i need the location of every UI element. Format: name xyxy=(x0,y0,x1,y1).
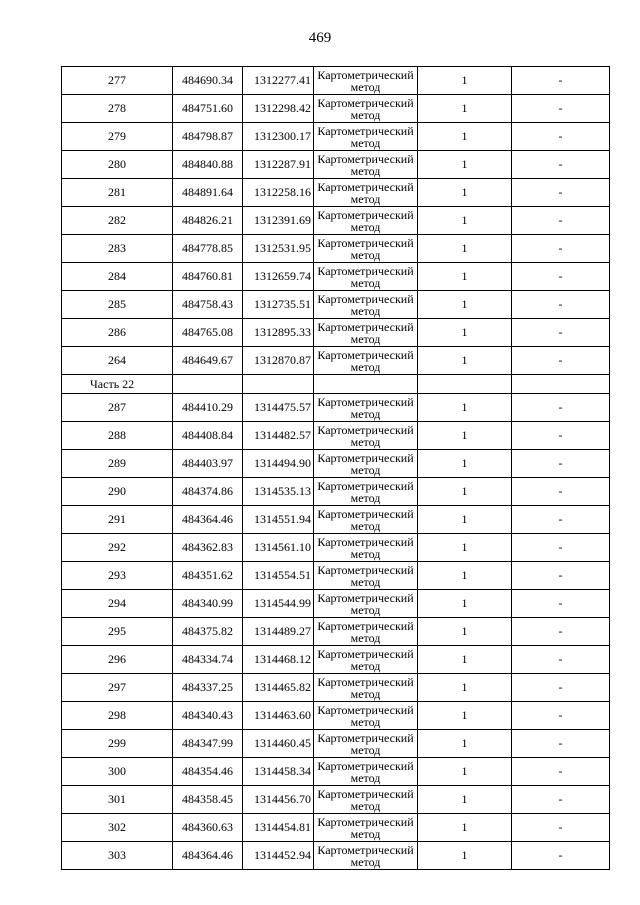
description-cell: - xyxy=(512,478,610,506)
method-cell xyxy=(314,422,418,450)
method-label-line1: Картометрический xyxy=(317,647,414,661)
x-coordinate-cell: 484751.60 xyxy=(173,95,243,123)
x-coordinate-cell: 484840.88 xyxy=(173,151,243,179)
x-coordinate-cell: 484758.43 xyxy=(173,291,243,319)
y-coordinate-cell: 1314458.34 xyxy=(243,758,314,786)
accuracy-cell: 1 xyxy=(418,590,512,618)
accuracy-cell: 1 xyxy=(418,758,512,786)
y-coordinate-cell: 1314456.70 xyxy=(243,786,314,814)
method-label-line2: метод xyxy=(350,220,381,234)
x-coordinate-cell: 484340.43 xyxy=(173,702,243,730)
description-cell: - xyxy=(512,590,610,618)
y-coordinate-cell: 1314535.13 xyxy=(243,478,314,506)
table-row xyxy=(62,758,610,786)
table-row xyxy=(62,478,610,506)
point-number-cell: 283 xyxy=(62,235,173,263)
point-number-cell: 284 xyxy=(62,263,173,291)
point-number-cell: 300 xyxy=(62,758,173,786)
point-number-cell: 281 xyxy=(62,179,173,207)
method-label-line2: метод xyxy=(350,575,381,589)
x-coordinate-cell: 484778.85 xyxy=(173,235,243,263)
method-label-line2: метод xyxy=(350,360,381,374)
y-coordinate-cell: 1312298.42 xyxy=(243,95,314,123)
method-cell xyxy=(314,235,418,263)
y-coordinate-cell: 1314454.81 xyxy=(243,814,314,842)
y-coordinate-cell: 1314554.51 xyxy=(243,562,314,590)
y-coordinate-cell: 1314482.57 xyxy=(243,422,314,450)
description-cell: - xyxy=(512,263,610,291)
description-cell: - xyxy=(512,758,610,786)
method-label-line2: метод xyxy=(350,743,381,757)
y-coordinate-cell: 1314561.10 xyxy=(243,534,314,562)
description-cell: - xyxy=(512,207,610,235)
method-cell xyxy=(314,618,418,646)
method-label-line2: метод xyxy=(350,164,381,178)
method-label-line2: метод xyxy=(350,463,381,477)
y-coordinate-cell: 1314494.90 xyxy=(243,450,314,478)
table-row xyxy=(62,394,610,422)
method-label-line1: Картометрический xyxy=(317,815,414,829)
y-coordinate-cell: 1312531.95 xyxy=(243,235,314,263)
method-cell xyxy=(314,95,418,123)
description-cell: - xyxy=(512,394,610,422)
x-coordinate-cell: 484337.25 xyxy=(173,674,243,702)
description-cell: - xyxy=(512,67,610,95)
method-label-line2: метод xyxy=(350,771,381,785)
x-coordinate-cell: 484690.34 xyxy=(173,67,243,95)
point-number-cell: 282 xyxy=(62,207,173,235)
description-cell: - xyxy=(512,814,610,842)
y-coordinate-cell: 1314468.12 xyxy=(243,646,314,674)
y-coordinate-cell: 1314544.99 xyxy=(243,590,314,618)
method-cell xyxy=(314,67,418,95)
accuracy-cell: 1 xyxy=(418,450,512,478)
method-label-line2: метод xyxy=(350,407,381,421)
method-cell xyxy=(314,730,418,758)
point-number-cell: 292 xyxy=(62,534,173,562)
x-coordinate-cell: 484351.62 xyxy=(173,562,243,590)
point-number-cell: 293 xyxy=(62,562,173,590)
description-cell: - xyxy=(512,562,610,590)
method-label-line1: Картометрический xyxy=(317,96,414,110)
point-number-cell: 297 xyxy=(62,674,173,702)
method-label-line2: метод xyxy=(350,659,381,673)
table-row xyxy=(62,151,610,179)
method-label-line1: Картометрический xyxy=(317,264,414,278)
method-cell xyxy=(314,674,418,702)
table-row xyxy=(62,730,610,758)
x-coordinate-cell: 484408.84 xyxy=(173,422,243,450)
method-label-line1: Картометрический xyxy=(317,591,414,605)
method-label-line1: Картометрический xyxy=(317,563,414,577)
table-row xyxy=(62,618,610,646)
accuracy-cell: 1 xyxy=(418,263,512,291)
page-number: 469 xyxy=(308,30,332,46)
method-cell xyxy=(314,207,418,235)
accuracy-cell: 1 xyxy=(418,646,512,674)
method-label-line1: Картометрический xyxy=(317,152,414,166)
method-cell xyxy=(314,450,418,478)
description-cell: - xyxy=(512,786,610,814)
y-coordinate-cell: 1312870.87 xyxy=(243,347,314,375)
table-row xyxy=(62,179,610,207)
method-label-line1: Картометрический xyxy=(317,68,414,82)
y-coordinate-cell: 1312300.17 xyxy=(243,123,314,151)
x-coordinate-cell: 484364.46 xyxy=(173,506,243,534)
method-label-line2: метод xyxy=(350,827,381,841)
y-coordinate-cell: 1312287.91 xyxy=(243,151,314,179)
method-label-line2: метод xyxy=(350,108,381,122)
point-number-cell: 296 xyxy=(62,646,173,674)
description-cell: - xyxy=(512,235,610,263)
method-label-line2: метод xyxy=(350,192,381,206)
y-coordinate-cell: 1314489.27 xyxy=(243,618,314,646)
method-label-line2: метод xyxy=(350,799,381,813)
point-number-cell: 289 xyxy=(62,450,173,478)
description-cell: - xyxy=(512,842,610,870)
table-row xyxy=(62,674,610,702)
accuracy-cell: 1 xyxy=(418,179,512,207)
x-coordinate-cell: 484362.83 xyxy=(173,534,243,562)
empty-cell xyxy=(173,375,243,394)
method-label-line2: метод xyxy=(350,547,381,561)
x-coordinate-cell: 484354.46 xyxy=(173,758,243,786)
method-label-line2: метод xyxy=(350,80,381,94)
y-coordinate-cell: 1312895.33 xyxy=(243,319,314,347)
x-coordinate-cell: 484375.82 xyxy=(173,618,243,646)
method-label-line2: метод xyxy=(350,332,381,346)
method-label-line2: метод xyxy=(350,687,381,701)
description-cell: - xyxy=(512,291,610,319)
accuracy-cell: 1 xyxy=(418,506,512,534)
accuracy-cell: 1 xyxy=(418,67,512,95)
accuracy-cell: 1 xyxy=(418,123,512,151)
x-coordinate-cell: 484403.97 xyxy=(173,450,243,478)
method-label-line1: Картометрический xyxy=(317,759,414,773)
table-row xyxy=(62,235,610,263)
method-label-line1: Картометрический xyxy=(317,423,414,437)
accuracy-cell: 1 xyxy=(418,291,512,319)
coordinates-table xyxy=(61,66,610,870)
point-number-cell: 277 xyxy=(62,67,173,95)
x-coordinate-cell: 484360.63 xyxy=(173,814,243,842)
empty-cell xyxy=(512,375,610,394)
point-number-cell: 288 xyxy=(62,422,173,450)
table-row xyxy=(62,319,610,347)
x-coordinate-cell: 484334.74 xyxy=(173,646,243,674)
method-cell xyxy=(314,506,418,534)
method-label-line1: Картометрический xyxy=(317,348,414,362)
table-row xyxy=(62,123,610,151)
description-cell: - xyxy=(512,730,610,758)
method-label-line1: Картометрический xyxy=(317,535,414,549)
accuracy-cell: 1 xyxy=(418,730,512,758)
table-row xyxy=(62,814,610,842)
point-number-cell: 278 xyxy=(62,95,173,123)
point-number-cell: 287 xyxy=(62,394,173,422)
method-cell xyxy=(314,291,418,319)
accuracy-cell: 1 xyxy=(418,674,512,702)
x-coordinate-cell: 484410.29 xyxy=(173,394,243,422)
method-label-line2: метод xyxy=(350,855,381,869)
accuracy-cell: 1 xyxy=(418,814,512,842)
table-row xyxy=(62,207,610,235)
method-label-line1: Картометрический xyxy=(317,731,414,745)
accuracy-cell: 1 xyxy=(418,394,512,422)
method-cell xyxy=(314,319,418,347)
accuracy-cell: 1 xyxy=(418,534,512,562)
table-row xyxy=(62,422,610,450)
x-coordinate-cell: 484765.08 xyxy=(173,319,243,347)
description-cell: - xyxy=(512,534,610,562)
table-row xyxy=(62,67,610,95)
method-label-line1: Картометрический xyxy=(317,236,414,250)
accuracy-cell: 1 xyxy=(418,478,512,506)
point-number-cell: 280 xyxy=(62,151,173,179)
table-row xyxy=(62,534,610,562)
method-label-line1: Картометрический xyxy=(317,292,414,306)
method-cell xyxy=(314,151,418,179)
description-cell: - xyxy=(512,179,610,207)
y-coordinate-cell: 1314551.94 xyxy=(243,506,314,534)
method-label-line1: Картометрический xyxy=(317,320,414,334)
point-number-cell: 298 xyxy=(62,702,173,730)
accuracy-cell: 1 xyxy=(418,151,512,179)
table-row xyxy=(62,506,610,534)
method-cell xyxy=(314,123,418,151)
table-row xyxy=(62,95,610,123)
x-coordinate-cell: 484760.81 xyxy=(173,263,243,291)
description-cell: - xyxy=(512,450,610,478)
method-cell xyxy=(314,347,418,375)
method-label-line2: метод xyxy=(350,715,381,729)
method-label-line2: метод xyxy=(350,276,381,290)
method-label-line1: Картометрический xyxy=(317,843,414,857)
method-cell xyxy=(314,758,418,786)
x-coordinate-cell: 484364.46 xyxy=(173,842,243,870)
method-label-line1: Картометрический xyxy=(317,208,414,222)
y-coordinate-cell: 1314463.60 xyxy=(243,702,314,730)
y-coordinate-cell: 1312659.74 xyxy=(243,263,314,291)
method-label-line1: Картометрический xyxy=(317,395,414,409)
method-cell xyxy=(314,478,418,506)
x-coordinate-cell: 484826.21 xyxy=(173,207,243,235)
empty-cell xyxy=(243,375,314,394)
method-label-line1: Картометрический xyxy=(317,507,414,521)
x-coordinate-cell: 484347.99 xyxy=(173,730,243,758)
x-coordinate-cell: 484374.86 xyxy=(173,478,243,506)
method-label-line2: метод xyxy=(350,136,381,150)
point-number-cell: 291 xyxy=(62,506,173,534)
method-cell xyxy=(314,702,418,730)
point-number-cell: 264 xyxy=(62,347,173,375)
table-row xyxy=(62,291,610,319)
accuracy-cell: 1 xyxy=(418,319,512,347)
description-cell: - xyxy=(512,646,610,674)
accuracy-cell: 1 xyxy=(418,95,512,123)
description-cell: - xyxy=(512,618,610,646)
method-cell xyxy=(314,842,418,870)
y-coordinate-cell: 1314460.45 xyxy=(243,730,314,758)
method-label-line1: Картометрический xyxy=(317,451,414,465)
part-label: Часть 22 xyxy=(62,375,173,394)
table-row xyxy=(62,702,610,730)
description-cell: - xyxy=(512,123,610,151)
method-label-line1: Картометрический xyxy=(317,619,414,633)
y-coordinate-cell: 1312735.51 xyxy=(243,291,314,319)
table-row xyxy=(62,450,610,478)
point-number-cell: 299 xyxy=(62,730,173,758)
point-number-cell: 302 xyxy=(62,814,173,842)
description-cell: - xyxy=(512,702,610,730)
method-label-line1: Картометрический xyxy=(317,787,414,801)
method-cell xyxy=(314,179,418,207)
empty-cell xyxy=(314,375,418,394)
part-header-row xyxy=(62,375,610,394)
description-cell: - xyxy=(512,674,610,702)
y-coordinate-cell: 1312258.16 xyxy=(243,179,314,207)
method-cell xyxy=(314,786,418,814)
table-row xyxy=(62,786,610,814)
point-number-cell: 294 xyxy=(62,590,173,618)
method-label-line1: Картометрический xyxy=(317,124,414,138)
x-coordinate-cell: 484798.87 xyxy=(173,123,243,151)
description-cell: - xyxy=(512,506,610,534)
method-label-line1: Картометрический xyxy=(317,675,414,689)
table-row xyxy=(62,590,610,618)
method-label-line1: Картометрический xyxy=(317,703,414,717)
method-label-line2: метод xyxy=(350,603,381,617)
y-coordinate-cell: 1314475.57 xyxy=(243,394,314,422)
y-coordinate-cell: 1314452.94 xyxy=(243,842,314,870)
accuracy-cell: 1 xyxy=(418,618,512,646)
method-label-line2: метод xyxy=(350,491,381,505)
description-cell: - xyxy=(512,95,610,123)
accuracy-cell: 1 xyxy=(418,702,512,730)
table-row xyxy=(62,347,610,375)
method-cell xyxy=(314,590,418,618)
accuracy-cell: 1 xyxy=(418,842,512,870)
method-cell xyxy=(314,263,418,291)
point-number-cell: 301 xyxy=(62,786,173,814)
method-label-line2: метод xyxy=(350,304,381,318)
x-coordinate-cell: 484891.64 xyxy=(173,179,243,207)
method-label-line1: Картометрический xyxy=(317,180,414,194)
method-label-line2: метод xyxy=(350,248,381,262)
accuracy-cell: 1 xyxy=(418,235,512,263)
x-coordinate-cell: 484340.99 xyxy=(173,590,243,618)
point-number-cell: 286 xyxy=(62,319,173,347)
y-coordinate-cell: 1314465.82 xyxy=(243,674,314,702)
method-label-line2: метод xyxy=(350,435,381,449)
description-cell: - xyxy=(512,422,610,450)
point-number-cell: 303 xyxy=(62,842,173,870)
method-cell xyxy=(314,646,418,674)
table-row xyxy=(62,646,610,674)
point-number-cell: 279 xyxy=(62,123,173,151)
accuracy-cell: 1 xyxy=(418,207,512,235)
description-cell: - xyxy=(512,151,610,179)
coordinates-table-body xyxy=(62,67,610,870)
method-cell xyxy=(314,814,418,842)
point-number-cell: 285 xyxy=(62,291,173,319)
accuracy-cell: 1 xyxy=(418,422,512,450)
point-number-cell: 295 xyxy=(62,618,173,646)
y-coordinate-cell: 1312277.41 xyxy=(243,67,314,95)
y-coordinate-cell: 1312391.69 xyxy=(243,207,314,235)
table-row xyxy=(62,263,610,291)
accuracy-cell: 1 xyxy=(418,347,512,375)
accuracy-cell: 1 xyxy=(418,786,512,814)
empty-cell xyxy=(418,375,512,394)
description-cell: - xyxy=(512,347,610,375)
method-cell xyxy=(314,534,418,562)
point-number-cell: 290 xyxy=(62,478,173,506)
method-cell xyxy=(314,394,418,422)
x-coordinate-cell: 484649.67 xyxy=(173,347,243,375)
accuracy-cell: 1 xyxy=(418,562,512,590)
table-row xyxy=(62,562,610,590)
x-coordinate-cell: 484358.45 xyxy=(173,786,243,814)
method-label-line2: метод xyxy=(350,519,381,533)
method-label-line1: Картометрический xyxy=(317,479,414,493)
table-row xyxy=(62,842,610,870)
method-label-line2: метод xyxy=(350,631,381,645)
description-cell: - xyxy=(512,319,610,347)
method-cell xyxy=(314,562,418,590)
